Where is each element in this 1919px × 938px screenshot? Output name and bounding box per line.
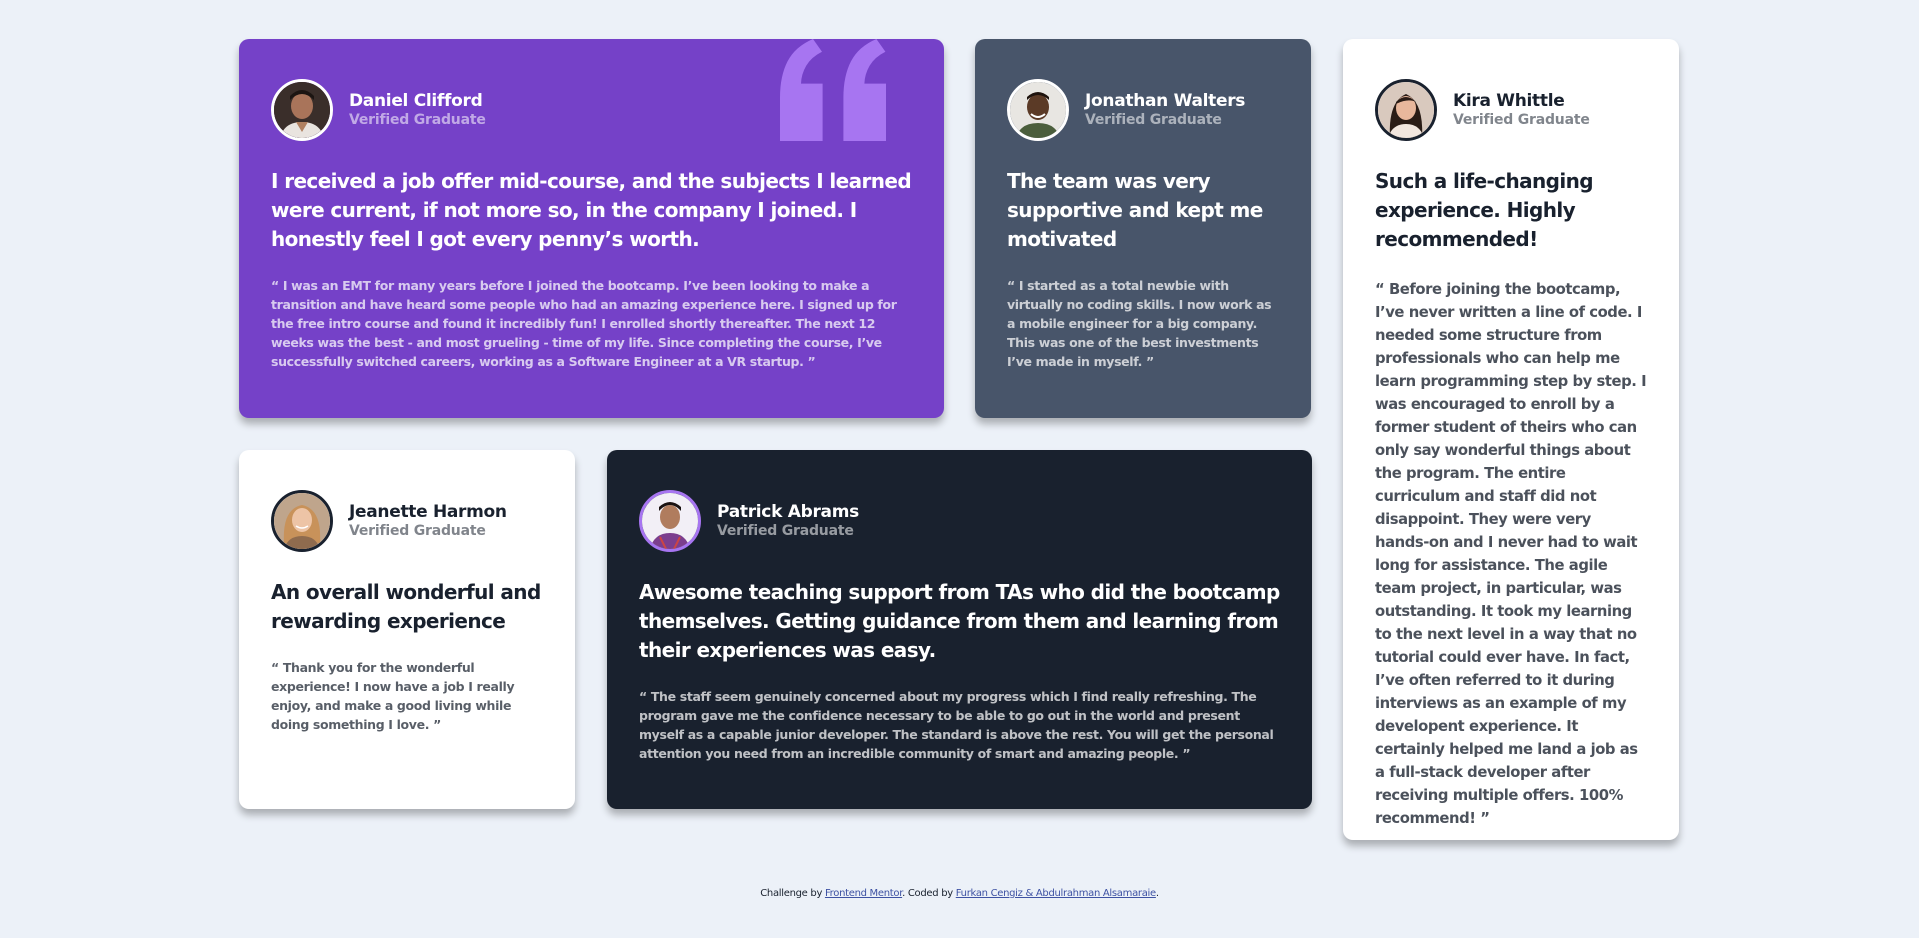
testimonial-header	[271, 79, 912, 141]
reviewer-role: Verified Graduate	[1085, 111, 1222, 128]
reviewer-name: Daniel Clifford	[349, 91, 483, 112]
avatar-daniel	[271, 79, 333, 141]
reviewer-role: Verified Graduate	[1453, 111, 1590, 128]
coder-link[interactable]: Furkan Cengiz & Abdulrahman Alsamaraie	[955, 888, 1156, 899]
testimonial-card-daniel	[239, 39, 944, 418]
attribution-footer	[0, 888, 1919, 899]
testimonial-header	[639, 490, 1280, 552]
testimonial-card-jonathan	[975, 39, 1311, 418]
avatar-patrick	[639, 490, 701, 552]
testimonial-body: “ Thank you for the wonderful experience! I now have a job I really enjoy, and make a good living while doing something I love. ”	[271, 660, 515, 732]
testimonial-headline: An overall wonderful and rewarding experience	[271, 580, 541, 633]
avatar-jonathan	[1007, 79, 1069, 141]
testimonial-headline: Such a life-changing experience. Highly recommended!	[1375, 169, 1593, 251]
reviewer-name: Patrick Abrams	[717, 502, 859, 523]
attribution-prefix: Challenge by	[760, 888, 825, 899]
reviewer-name: Jeanette Harmon	[349, 502, 507, 523]
testimonial-header	[271, 490, 543, 552]
reviewer-role: Verified Graduate	[717, 522, 854, 539]
attribution-middle: . Coded by	[902, 888, 956, 899]
testimonial-headline: I received a job offer mid-course, and the subjects I learned were current, if not more so, in the company I joined. I honestly feel I got every penny’s worth.	[271, 169, 912, 251]
avatar-jeanette	[271, 490, 333, 552]
testimonial-body: “ Before joining the bootcamp, I’ve never written a line of code. I needed some structure from professionals who can help me learn programming step by step. I was encouraged to enroll by a former student of theirs who can only say wonderful things about the program. The entire curriculum and staff did not disappoint. They were very hands-on and I never had to wait long for assistance. The agile team project, in particular, was outstanding. It took my learning to the next level in a way that no tutorial could ever have. In fact, I’ve often referred to it during interviews as an example of my developent experience. It certainly helped me land a job as a full-stack developer after receiving multiple offers. 100% recommend! ”	[1375, 281, 1647, 827]
testimonial-header	[1007, 79, 1279, 141]
testimonial-body: “ I was an EMT for many years before I joined the bootcamp. I’ve been looking to make a transition and have heard some people who had an amazing experience here. I signed up for the free intro course and found it incredibly fun! I enrolled shortly thereafter. The next 12 weeks was the best - and most grueling - time of my life. Since completing the course, I’ve successfully switched careers, working as a Software Engineer at a VR startup. ”	[271, 278, 897, 369]
testimonial-card-kira	[1343, 39, 1679, 840]
frontend-mentor-link[interactable]: Frontend Mentor	[824, 888, 903, 899]
reviewer-role: Verified Graduate	[349, 522, 486, 539]
testimonial-card-patrick	[607, 450, 1312, 809]
reviewer-name: Jonathan Walters	[1085, 91, 1246, 112]
testimonial-body: “ I started as a total newbie with virtually no coding skills. I now work as a mobile engineer for a big company. This was one of the best investments I’ve made in myself. ”	[1007, 278, 1272, 369]
testimonial-card-jeanette	[239, 450, 575, 809]
testimonial-headline: The team was very supportive and kept me motivated	[1007, 169, 1263, 251]
reviewer-name: Kira Whittle	[1453, 91, 1565, 112]
avatar-kira	[1375, 79, 1437, 141]
testimonial-headline: Awesome teaching support from TAs who did the bootcamp themselves. Getting guidance from them and learning from their experiences was easy.	[639, 580, 1280, 662]
attribution-suffix: .	[1155, 888, 1159, 899]
reviewer-role: Verified Graduate	[349, 111, 486, 128]
testimonial-body: “ The staff seem genuinely concerned about my progress which I find really refreshing. The program gave me the confidence necessary to be able to go out in the world and present myself as a capable junior developer. The standard is above the rest. You will get the personal attention you need from an incredible community of smart and amazing people. ”	[639, 689, 1274, 761]
testimonial-header	[1375, 79, 1647, 141]
